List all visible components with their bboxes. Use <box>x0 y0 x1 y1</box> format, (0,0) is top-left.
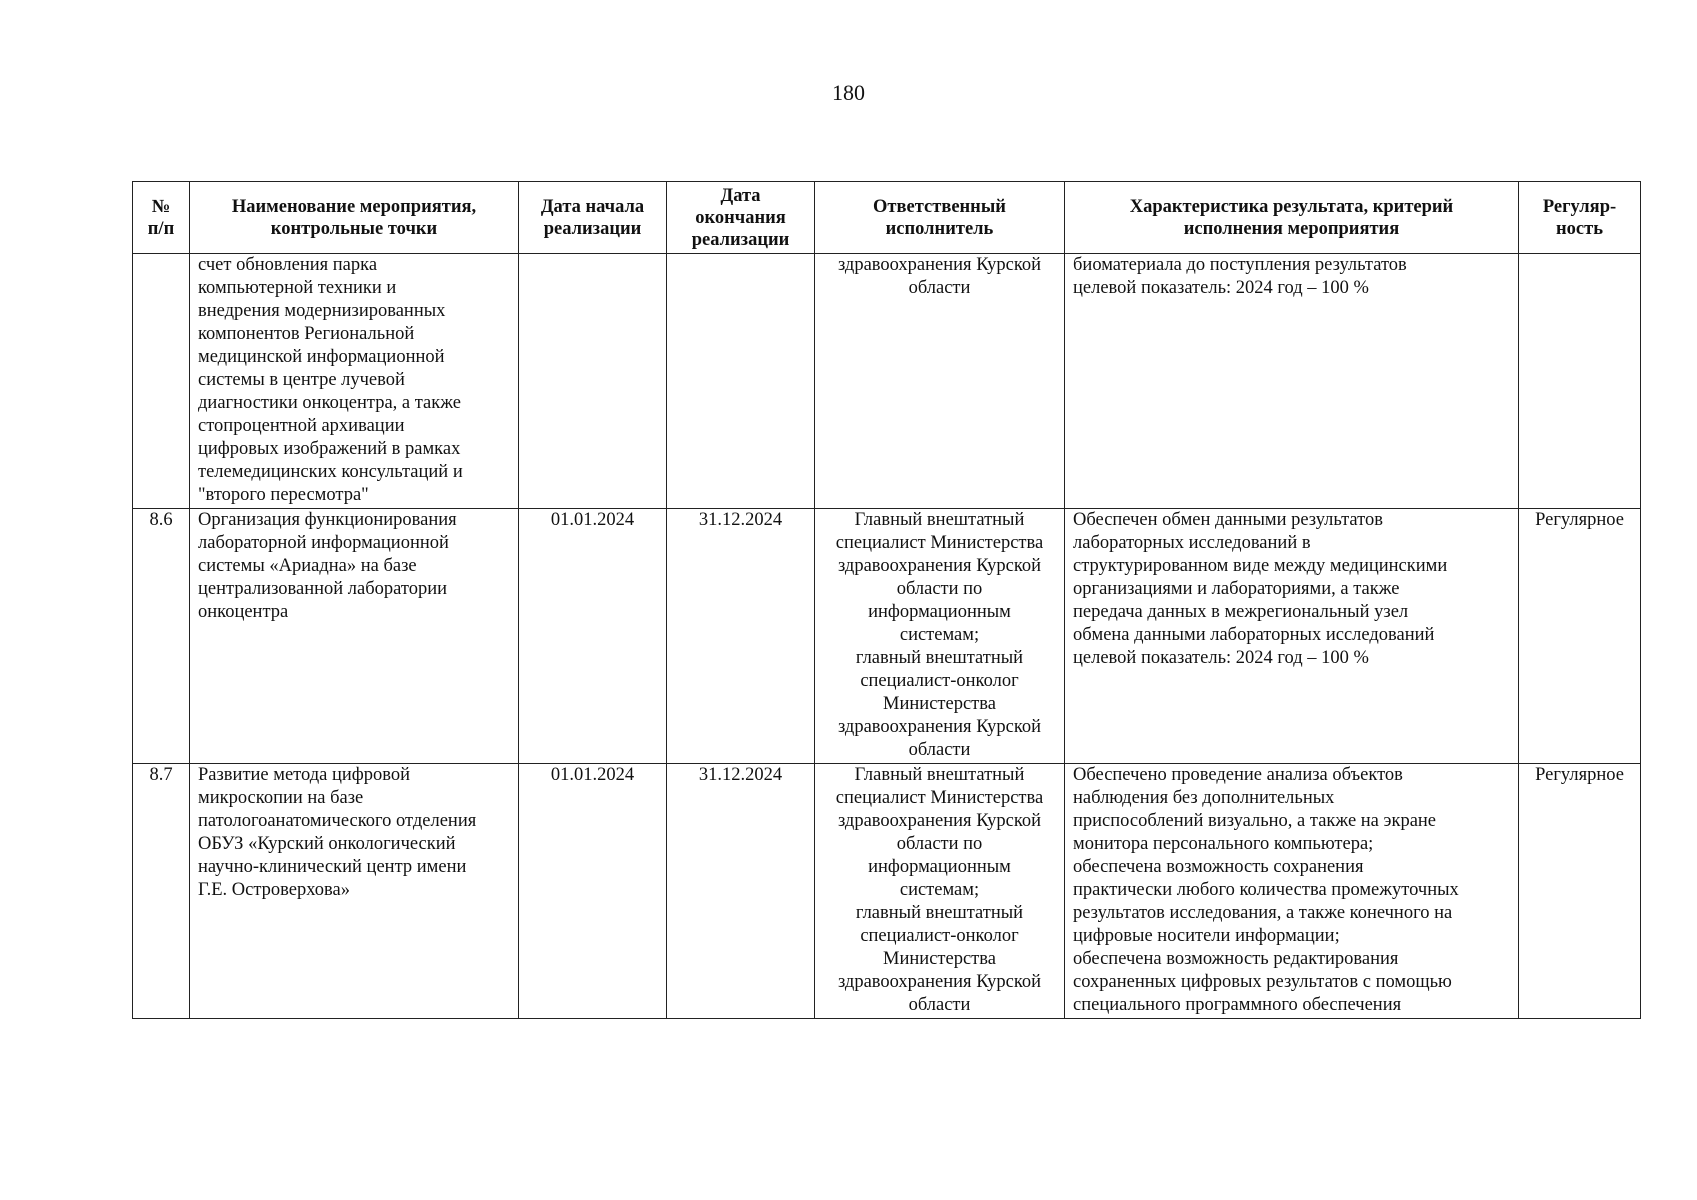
header-regularity: Регуляр- ность <box>1519 182 1641 254</box>
cell-responsible: Главный внештатный специалист Министерства здравоохранения Курской области по информационным системам; главный внештатный специалист-онколог Министерства здравоохранения Курской области <box>815 509 1065 764</box>
table-row <box>133 764 1641 1019</box>
table-header-row <box>133 182 1641 254</box>
cell-responsible: здравоохранения Курской области <box>815 254 1065 509</box>
cell-result: биоматериала до поступления результатов целевой показатель: 2024 год – 100 % <box>1065 254 1519 509</box>
page-number: 180 <box>832 80 865 105</box>
cell-name: счет обновления парка компьютерной техники и внедрения модернизированных компонентов Региональной медицинской информационной системы в центре лучевой диагностики онкоцентра, а также стопроцентной архивации цифровых изображений в рамках телемедицинских консультаций и "второго пересмотра" <box>190 254 519 509</box>
cell-num: 8.6 <box>133 509 190 764</box>
cell-responsible: Главный внештатный специалист Министерства здравоохранения Курской области по информационным системам; главный внештатный специалист-онколог Министерства здравоохранения Курской области <box>815 764 1065 1019</box>
cell-name: Развитие метода цифровой микроскопии на базе патологоанатомического отделения ОБУЗ «Курский онкологический научно-клинический центр имени Г.Е. Островерхова» <box>190 764 519 1019</box>
cell-result: Обеспечен обмен данными результатов лабораторных исследований в структурированном виде между медицинскими организациями и лабораториями, а также передача данных в межрегиональный узел обмена данными лабораторных исследований целевой показатель: 2024 год – 100 % <box>1065 509 1519 764</box>
header-responsible: Ответственный исполнитель <box>815 182 1065 254</box>
cell-start-date <box>519 254 667 509</box>
cell-num <box>133 254 190 509</box>
cell-start-date: 01.01.2024 <box>519 764 667 1019</box>
measures-table <box>132 181 1641 1019</box>
header-end-date: Дата окончания реализации <box>667 182 815 254</box>
cell-end-date: 31.12.2024 <box>667 764 815 1019</box>
cell-end-date <box>667 254 815 509</box>
cell-result: Обеспечено проведение анализа объектов наблюдения без дополнительных приспособлений визуально, а также на экране монитора персонального компьютера; обеспечена возможность сохранения практически любого количества промежуточных результатов исследования, а также конечного на цифровые носители информации; обеспечена возможность редактирования сохраненных цифровых результатов с помощью специального программного обеспечения <box>1065 764 1519 1019</box>
cell-regularity: Регулярное <box>1519 764 1641 1019</box>
header-name: Наименование мероприятия, контрольные точки <box>190 182 519 254</box>
header-result: Характеристика результата, критерий исполнения мероприятия <box>1065 182 1519 254</box>
table-row <box>133 254 1641 509</box>
header-start-date: Дата начала реализации <box>519 182 667 254</box>
cell-regularity: Регулярное <box>1519 509 1641 764</box>
table-row <box>133 509 1641 764</box>
cell-regularity <box>1519 254 1641 509</box>
cell-num: 8.7 <box>133 764 190 1019</box>
cell-name: Организация функционирования лабораторной информационной системы «Ариадна» на базе централизованной лаборатории онкоцентра <box>190 509 519 764</box>
cell-start-date: 01.01.2024 <box>519 509 667 764</box>
header-num: № п/п <box>133 182 190 254</box>
cell-end-date: 31.12.2024 <box>667 509 815 764</box>
